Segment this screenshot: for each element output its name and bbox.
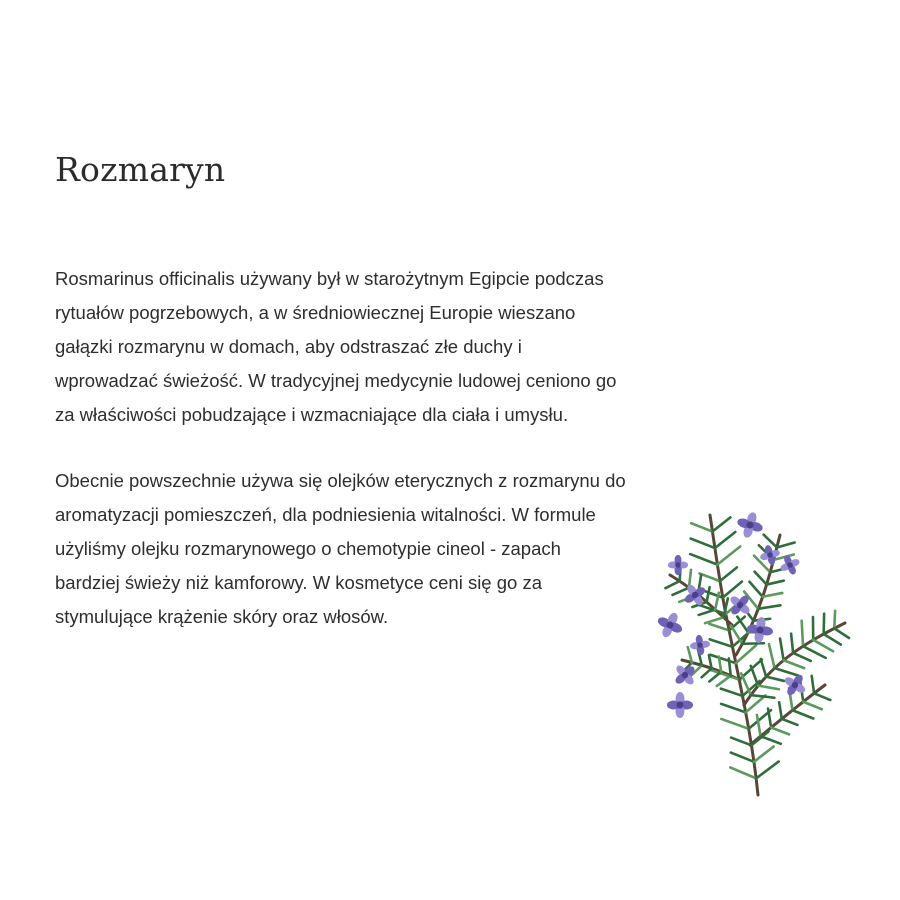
text-line: bardziej świeży niż kamforowy. W kosmetyce ceni się go za	[55, 572, 542, 593]
leaf	[717, 546, 740, 564]
leaf	[742, 643, 764, 644]
leaf	[754, 746, 774, 761]
leaf	[721, 689, 743, 696]
leaf	[769, 644, 775, 668]
flower-center	[682, 672, 688, 678]
page-title: Rozmaryn	[55, 150, 226, 189]
leaf	[834, 628, 849, 638]
leaf	[705, 617, 724, 623]
leaf	[756, 762, 778, 779]
leaf	[775, 668, 799, 675]
leaf	[691, 523, 712, 531]
text-line: za właściwości pobudzające i wzmacniające dla ciała i umysłu.	[55, 404, 569, 425]
text-line: Obecnie powszechnie używa się olejków eterycznych z rozmarynu do	[55, 470, 626, 491]
leaf	[767, 581, 784, 585]
leaf	[802, 621, 803, 646]
leaf	[803, 646, 826, 658]
leaf	[709, 672, 721, 682]
leaf	[782, 719, 798, 725]
text-line: Rosmarinus officinalis używany był w starożytnym Egipcie podczas	[55, 268, 604, 289]
leaf	[824, 634, 841, 645]
leaf	[803, 702, 822, 709]
leaf	[691, 539, 715, 549]
leaf	[715, 532, 735, 548]
leaf	[730, 767, 756, 778]
leaf	[721, 719, 748, 729]
leaf	[702, 668, 712, 677]
flower-center	[676, 701, 683, 708]
leaf	[764, 535, 777, 548]
leaf	[721, 704, 746, 713]
leaf	[751, 695, 775, 698]
leaf	[777, 542, 795, 547]
flower-center	[737, 602, 743, 608]
text-line: wprowadzać świeżość. W tradycyjnej medycynie ludowej ceniono go	[55, 370, 617, 391]
leaf	[758, 686, 779, 690]
paragraph-history	[55, 262, 616, 432]
leaf	[712, 517, 730, 531]
leaf	[707, 587, 710, 602]
text-line: gałązki rozmarynu w domach, aby odstraszać złe duchy i	[55, 336, 522, 357]
leaf	[751, 666, 758, 686]
leaf	[784, 660, 805, 668]
leaf	[758, 605, 780, 609]
leaf	[780, 639, 784, 661]
leaf	[791, 634, 793, 653]
rosemary-sprig-icon	[640, 495, 880, 805]
leaf	[792, 710, 813, 718]
flower-center	[787, 562, 793, 568]
leaf	[755, 572, 767, 585]
text-line: stymulujące krążenie skóry oraz włosów.	[55, 606, 389, 627]
leaf	[710, 655, 736, 663]
leaf	[834, 611, 835, 629]
leaf	[672, 588, 688, 595]
leaf	[766, 677, 784, 681]
flower-center	[697, 642, 703, 648]
leaf	[813, 640, 833, 651]
text-line: aromatyzacji pomieszczeń, dla podniesienia witalności. W formule	[55, 504, 596, 525]
leaf	[812, 676, 814, 693]
leaf	[761, 659, 766, 677]
flower-center	[692, 592, 698, 598]
flower-center	[675, 562, 681, 568]
text-line: użyliśmy olejku rozmarynowego o chemotypie cineol - zapach	[55, 538, 561, 559]
leaf	[763, 593, 783, 597]
leaf	[731, 753, 754, 762]
flower-center	[756, 626, 763, 633]
leaf	[749, 582, 762, 597]
flower-center	[792, 682, 798, 688]
leaf	[717, 676, 731, 686]
leaf	[710, 639, 733, 646]
text-line: rytuałów pogrzebowych, a w średniowiecznej Europie wieszano	[55, 302, 576, 323]
paragraph-usage	[55, 464, 626, 634]
leaf	[699, 610, 715, 615]
leaf	[720, 567, 737, 581]
leaf	[761, 736, 781, 744]
leaf	[700, 573, 720, 581]
leaf	[771, 728, 789, 735]
leaf	[731, 738, 751, 746]
leaf	[690, 554, 717, 565]
flower-center	[666, 621, 673, 628]
flower-center	[746, 521, 753, 528]
leaf	[709, 624, 729, 631]
leaf	[665, 581, 679, 588]
leaf	[779, 702, 782, 719]
leaf	[723, 582, 742, 598]
flower-center	[767, 552, 773, 558]
leaf	[793, 653, 811, 661]
leaf	[814, 693, 830, 700]
